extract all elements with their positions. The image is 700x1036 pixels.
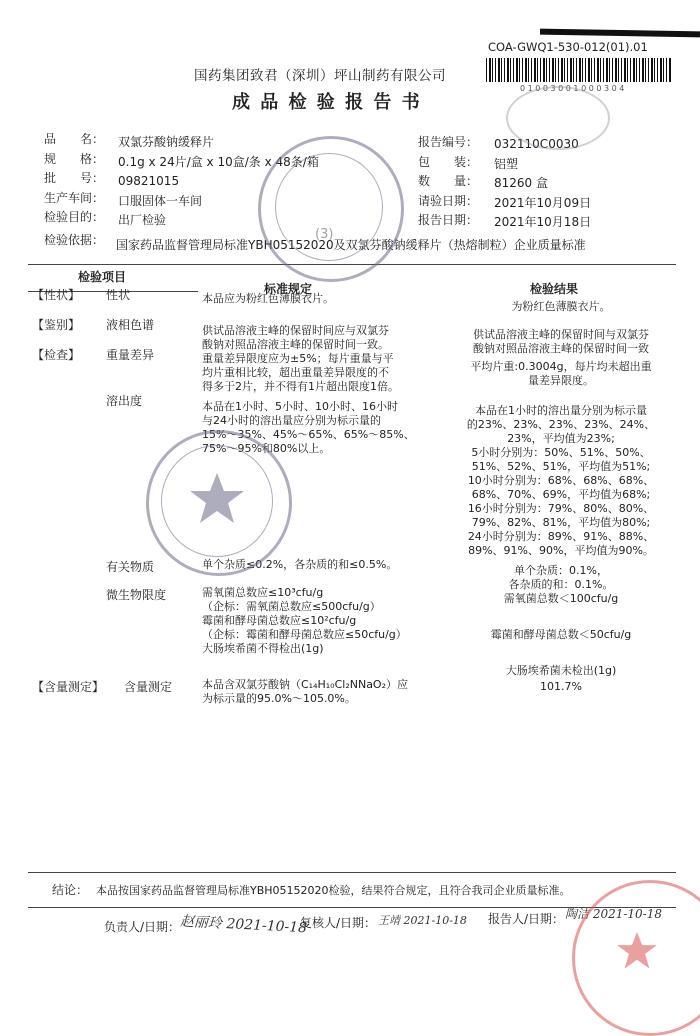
red-quality-seal: [572, 880, 700, 1036]
result-line: 量差异限度。: [528, 374, 594, 387]
star-icon: [187, 469, 247, 529]
standard-line: 霉菌和酵母菌总数应≤10²cfu/g: [202, 614, 357, 627]
row-result: [446, 564, 676, 592]
row-item: 有关物质: [106, 560, 155, 574]
seal-inner-ring: [161, 445, 273, 557]
company-name: 国药集团致君（深圳）坪山制药有限公司: [194, 68, 446, 84]
barcode-number: 0 1 0 0 3 0 0 1 0 0 0 3 0 4: [520, 84, 625, 93]
standard-line: 与24小时的溶出量应分别为标示量的: [202, 414, 381, 427]
info-row: [44, 130, 214, 147]
reviewer-signature: 王靖 2021-10-18: [378, 914, 467, 927]
standard-line: 重量差异限度应为±5%；每片重量与平: [202, 352, 394, 365]
info-value: 81260 盒: [494, 176, 548, 190]
result-line: 霉菌和酵母菌总数＜50cfu/g: [490, 628, 632, 641]
info-value: 09821015: [118, 174, 180, 188]
result-line: 51%、52%、51%，平均值为51%;: [471, 460, 651, 473]
info-label: 请验日期：: [418, 193, 479, 208]
info-label: 报告编号：: [418, 135, 479, 149]
conclusion-label: 结论：: [52, 883, 89, 897]
info-row: [418, 211, 591, 228]
row-item: 溶出度: [106, 394, 143, 408]
basis-value: 国家药品监督管理局标准YBH05152020及双氯芬酸钠缓释片（热熔制粒）企业质量标准: [116, 238, 586, 252]
row-result: [446, 404, 676, 558]
reviewer-label: 复核人/日期：: [300, 916, 377, 930]
standard-line: 75%～95%和80%以上。: [202, 442, 331, 455]
info-value: 双氯芬酸钠缓释片: [118, 135, 215, 149]
info-row: [44, 208, 166, 225]
info-row: [44, 169, 179, 186]
info-label: 报告日期：: [418, 213, 479, 227]
result-line: 的23%、23%、23%、23%、24%、: [466, 418, 656, 431]
barcode: [486, 58, 672, 82]
row-item: 液相色谱: [106, 318, 155, 332]
info-row: [418, 172, 548, 189]
result-line: 10小时分别为：68%、68%、68%、: [467, 474, 655, 487]
row-result: [446, 592, 676, 678]
row-item: 微生物限度: [106, 588, 167, 602]
standard-line: （企标：霉菌和酵母菌总数应≤50cfu/g）: [202, 628, 407, 641]
row-result: [446, 328, 676, 356]
conclusion-top-rule: [28, 872, 676, 873]
row-standard: [202, 558, 397, 572]
result-line: 16小时分别为：79%、80%、80%、: [467, 502, 655, 515]
info-value: 铝塑: [494, 156, 519, 171]
standard-line: 为标示量的95.0%～105.0%。: [202, 692, 356, 705]
standard-line: 得多于2片，并不得有1片超出限度1倍。: [202, 380, 399, 393]
row-category: 【含量测定】: [32, 680, 105, 694]
doc-code: COA-GWQ1-530-012(01).01: [488, 40, 648, 54]
basis-label: 检验依据：: [44, 233, 105, 247]
row-standard: [202, 324, 389, 352]
seal-number: (3): [315, 227, 334, 242]
result-line: 23%，平均值为23%;: [507, 432, 615, 445]
standard-line: 需氧菌总数应≤10³cfu/g: [202, 586, 324, 599]
info-row: [44, 189, 202, 206]
info-row: [418, 133, 579, 150]
info-value: 2021年10月09日: [494, 195, 592, 210]
header-result: 检验结果: [530, 282, 579, 296]
scan-corner-mark: [540, 29, 700, 38]
info-value: 2021年10月18日: [494, 215, 592, 229]
header-standard: 标准规定: [264, 282, 313, 296]
report-title: 成 品 检 验 报 告 书: [232, 92, 422, 113]
conclusion-text: 本品按国家药品监督管理局标准YBH05152020检验，结果符合规定，且符合我司企业质量标准。: [96, 884, 571, 897]
row-item: 含量测定: [124, 680, 173, 694]
reporter-signature: 陶洁 2021-10-18: [565, 907, 663, 921]
row-category: 【检查】: [32, 348, 81, 362]
result-line: 24小时分别为：89%、91%、88%、: [467, 530, 655, 543]
standard-line: （企标：需氧菌总数应≤500cfu/g）: [202, 600, 381, 613]
header-item: 检验项目: [78, 270, 127, 284]
standard-line: 均片重相比较，超出重量差异限度的不: [202, 366, 389, 379]
result-line: 各杂质的和：0.1%。: [508, 578, 614, 591]
row-item: 重量差异: [106, 348, 155, 362]
row-standard: [202, 400, 415, 456]
result-line: 供试品溶液主峰的保留时间与双氯芬: [473, 328, 649, 341]
standard-line: 大肠埃希菌不得检出(1g): [202, 642, 324, 655]
info-row: [44, 150, 319, 167]
header-top-rule: [28, 264, 676, 265]
result-line: 89%、91%、90%，平均值为90%。: [468, 544, 654, 557]
info-row: [418, 153, 518, 170]
row-result: [446, 680, 676, 694]
result-line: 大肠埃希菌未检出(1g): [505, 664, 617, 677]
info-label: 生产车间：: [44, 190, 105, 205]
result-line: 5小时分别为：50%、51%、50%、: [471, 446, 651, 459]
result-line: 本品在1小时的溶出量分别为标示量: [475, 404, 647, 417]
info-label: 检验目的：: [44, 210, 105, 224]
standard-line: 本品含双氯芬酸钠（C₁₄H₁₀Cl₂NNaO₂）应: [202, 678, 409, 691]
info-label: 数 量：: [418, 174, 479, 188]
responsible-signature: 赵丽玲 2021-10-18: [179, 913, 308, 937]
row-category: 【性状】: [32, 288, 81, 302]
row-standard: [202, 678, 408, 706]
info-value: 032110C0030: [494, 137, 579, 151]
standard-line: 本品在1小时、5小时、10小时、16小时: [202, 400, 398, 413]
info-label: 批 号：: [44, 171, 105, 185]
info-row: [418, 192, 591, 209]
responsible-label: 负责人/日期：: [104, 920, 181, 934]
reporter-label: 报告人/日期：: [488, 912, 565, 926]
info-value: 口服固体一车间: [118, 193, 203, 208]
result-line: 酸钠对照品溶液主峰的保留时间一致: [473, 342, 649, 355]
info-value: 0.1g x 24片/盒 x 10盒/条 x 48条/箱: [118, 154, 319, 169]
result-line: 101.7%: [540, 680, 582, 693]
info-value: 出厂检验: [118, 213, 167, 227]
star-icon: [615, 929, 659, 973]
row-result: [446, 360, 676, 388]
row-category: 【鉴别】: [32, 318, 81, 332]
row-item: 性状: [106, 288, 131, 302]
standard-line: 供试品溶液主峰的保留时间应与双氯芬: [202, 324, 389, 337]
row-standard: [202, 586, 407, 656]
result-line: 单个杂质：0.1%，: [514, 564, 608, 577]
result-line: 79%、82%、81%，平均值为80%;: [471, 516, 651, 529]
row-standard: [202, 352, 399, 394]
result-line: 为粉红色薄膜衣片。: [511, 300, 611, 313]
info-label: 包 装：: [418, 154, 479, 169]
info-label: 品 名：: [44, 132, 105, 146]
row-standard: [202, 292, 334, 306]
result-line: 68%、70%、69%，平均值为68%;: [471, 488, 651, 501]
result-line: 需氧菌总数＜100cfu/g: [503, 592, 619, 605]
standard-line: 酸钠对照品溶液主峰的保留时间一致。: [202, 338, 389, 351]
standard-line: 单个杂质≤0.2%，各杂质的和≤0.5%。: [202, 558, 398, 571]
standard-line: 15%～35%、45%～65%、65%～85%、: [202, 428, 415, 441]
result-line: 平均片重:0.3004g，每片均未超出重: [470, 360, 652, 373]
row-result: [446, 300, 676, 314]
info-label: 规 格：: [44, 151, 105, 166]
standard-line: 本品应为粉红色薄膜衣片。: [202, 292, 334, 305]
